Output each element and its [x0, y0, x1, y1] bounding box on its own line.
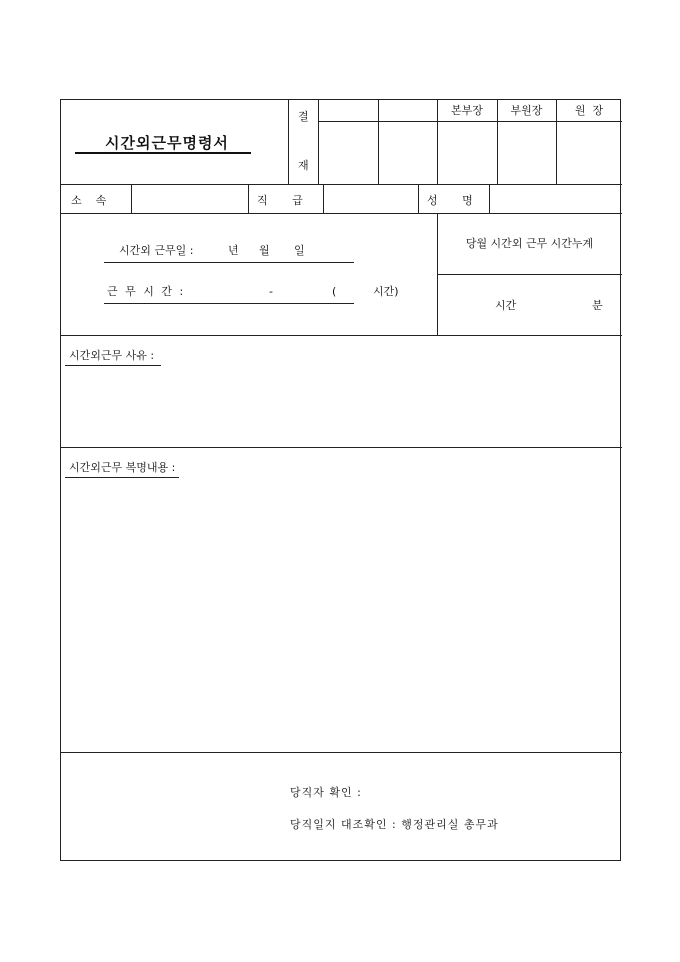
hours-paren-open: ( — [332, 285, 337, 298]
date-underline — [104, 262, 354, 263]
time-range-dash: - — [269, 285, 273, 298]
name-field[interactable] — [493, 189, 617, 210]
approval-left-border — [288, 100, 289, 184]
approval-label-top: 결 — [298, 110, 309, 123]
title-underline — [75, 152, 251, 154]
duty-officer-confirm: 당직자 확인 : — [290, 786, 362, 799]
hours-suffix: 시간) — [373, 285, 399, 298]
approval-sign-box[interactable] — [379, 134, 436, 180]
year-label: 년 — [228, 244, 239, 257]
affiliation-field[interactable] — [135, 189, 245, 210]
overtime-report-field[interactable] — [65, 484, 617, 746]
day-label: 일 — [294, 244, 305, 257]
report-underline — [65, 477, 179, 478]
approval-col-director: 원 장 — [574, 104, 604, 117]
monthly-overtime-total-label: 당월 시간외 근무 시간누계 — [465, 237, 594, 250]
hour-unit: 시간 — [495, 299, 517, 312]
overtime-report-label: 시간외근무 복명내용 : — [69, 461, 176, 474]
minute-unit: 분 — [592, 299, 603, 312]
work-hours-label: 근 무 시 간 : — [107, 285, 186, 298]
overtime-reason-label: 시간외근무 사유 : — [69, 349, 155, 362]
approval-col-vice-director: 부원장 — [510, 104, 543, 117]
name-label: 성 명 — [427, 194, 473, 207]
affiliation-label: 소 속 — [71, 194, 107, 207]
position-field[interactable] — [327, 189, 415, 210]
approval-header-line — [318, 121, 622, 122]
hours-underline — [104, 303, 354, 304]
form-title: 시간외근무명령서 — [105, 134, 229, 152]
month-label: 월 — [259, 244, 270, 257]
info-row-bottom — [61, 213, 622, 214]
position-label: 직 급 — [257, 194, 303, 207]
overtime-date-label: 시간외 근무일 : — [119, 244, 194, 257]
info-row-top — [61, 184, 622, 185]
work-section-bottom — [61, 335, 622, 336]
approval-sign-box[interactable] — [319, 134, 377, 180]
approval-col-head-of-division: 본부장 — [451, 104, 483, 117]
duty-log-confirm: 당직일지 대조확인 : 행정관리실 총무과 — [290, 818, 499, 831]
approval-label-bottom: 재 — [298, 159, 309, 172]
reason-underline — [65, 365, 161, 366]
approval-sign-box[interactable] — [438, 134, 496, 180]
approval-sign-box[interactable] — [498, 134, 555, 180]
overtime-reason-field[interactable] — [65, 372, 617, 442]
overtime-order-form — [60, 99, 621, 861]
approval-sign-box[interactable] — [557, 134, 621, 180]
